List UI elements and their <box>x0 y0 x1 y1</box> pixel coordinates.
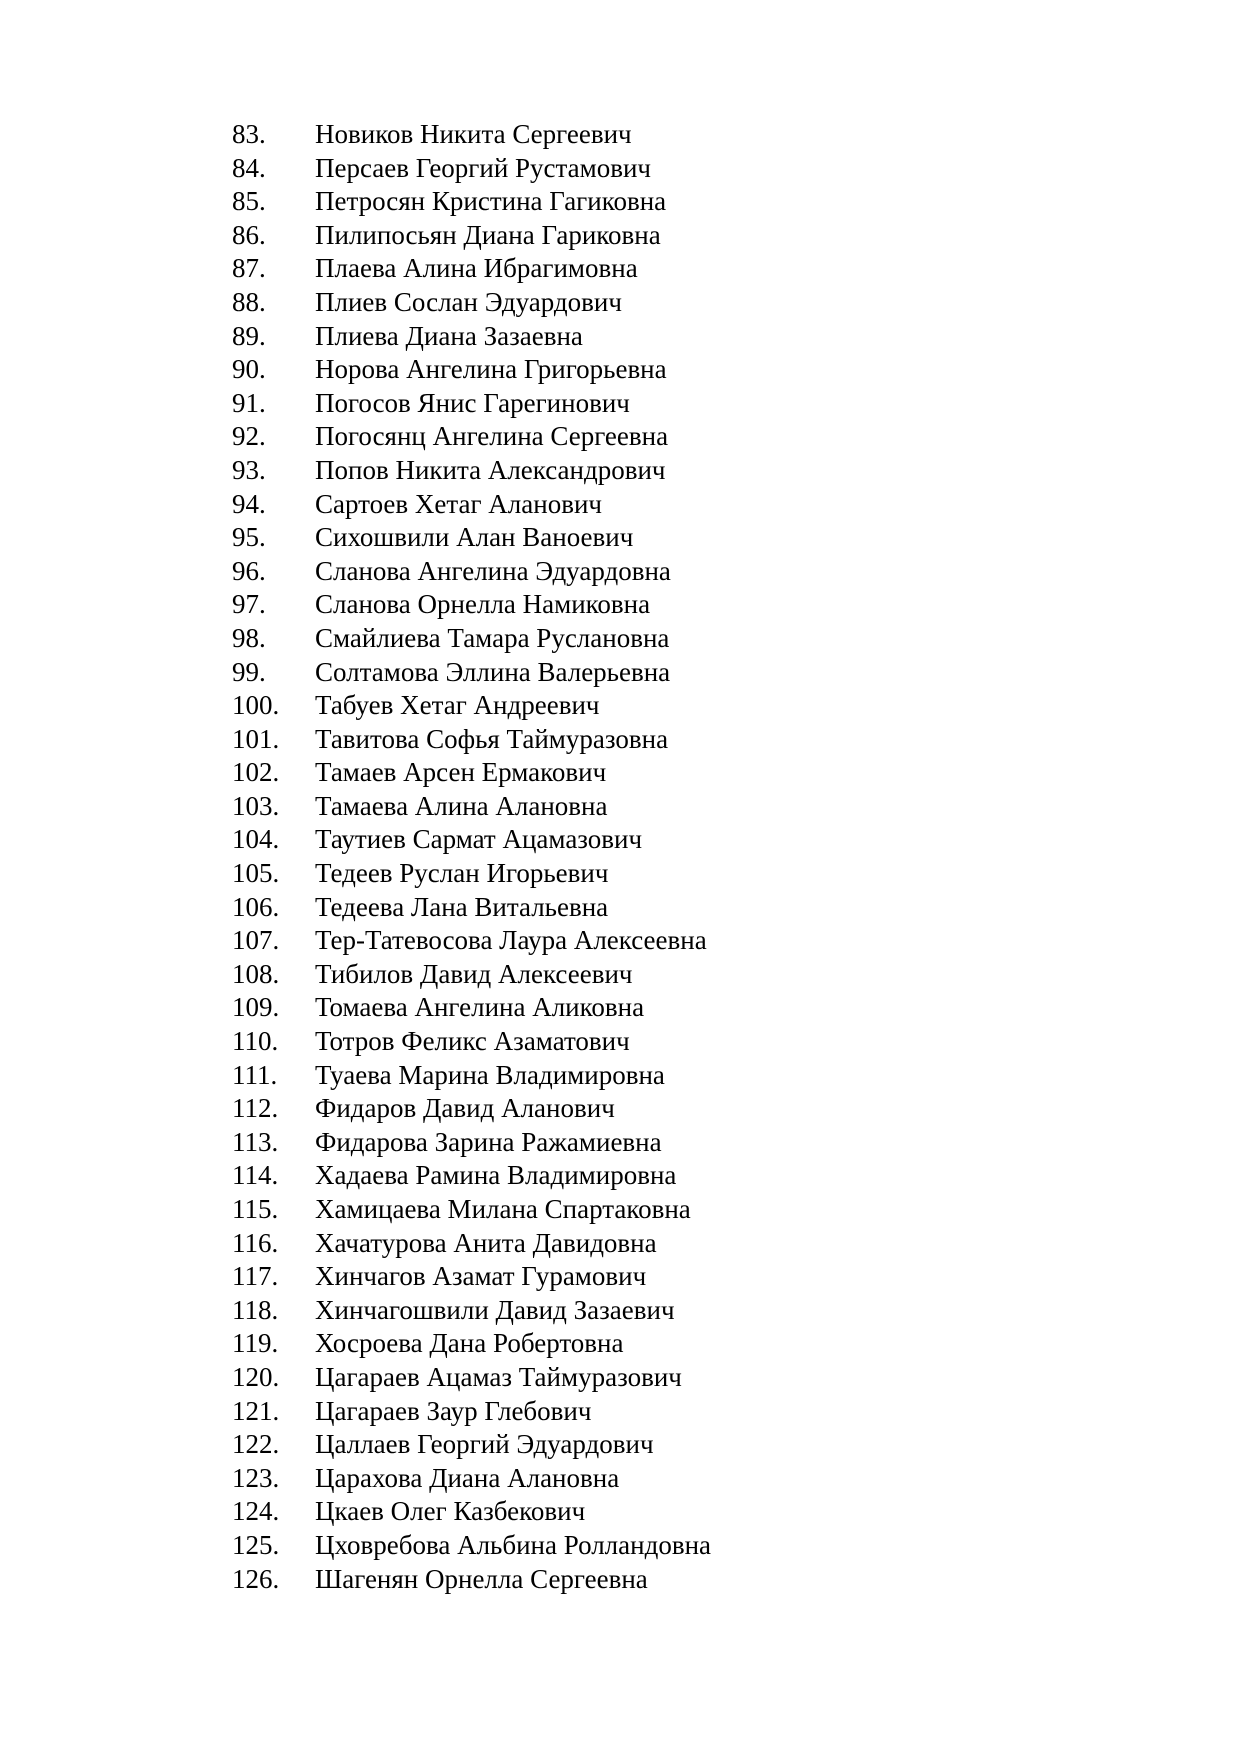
item-number: 123. <box>232 1462 280 1493</box>
item-name: Тедеева Лана Витальевна <box>315 891 609 922</box>
item-name: Шагенян Орнелла Сергеевна <box>315 1563 648 1594</box>
item-name: Плаева Алина Ибрагимовна <box>315 253 638 284</box>
item-name: Персаев Георгий Рустамович <box>315 152 651 183</box>
list-item <box>232 252 711 286</box>
list-item <box>232 1260 711 1294</box>
list-item <box>232 1428 711 1462</box>
list-item <box>232 1294 711 1328</box>
list-item <box>232 152 711 186</box>
item-number: 83. <box>232 119 266 149</box>
item-number: 103. <box>232 790 280 821</box>
item-name: Тибилов Давид Алексеевич <box>315 958 633 989</box>
item-name: Хамицаева Милана Спартаковна <box>315 1194 691 1224</box>
list-item <box>232 118 711 152</box>
item-number: 126. <box>232 1563 280 1594</box>
list-item <box>232 1529 711 1563</box>
item-name: Туаева Марина Владимировна <box>315 1059 665 1090</box>
item-number: 117. <box>232 1261 279 1292</box>
item-number: 100. <box>232 690 280 721</box>
list-item <box>232 1025 711 1059</box>
list-item <box>232 924 711 958</box>
item-number: 110. <box>232 1026 279 1057</box>
list-item <box>232 521 711 555</box>
list-item <box>232 622 711 656</box>
item-name: Хачатурова Анита Давидовна <box>315 1227 657 1258</box>
list-item <box>232 723 711 757</box>
item-number: 85. <box>232 186 266 217</box>
item-name: Хинчагошвили Давид Зазаевич <box>315 1294 675 1325</box>
list-item <box>232 488 711 522</box>
item-number: 114. <box>232 1160 279 1191</box>
list-item <box>232 420 711 454</box>
item-name: Цагараев Заур Глебович <box>315 1395 592 1426</box>
list-item <box>232 891 711 925</box>
item-number: 118. <box>232 1294 279 1325</box>
list-item <box>232 1395 711 1429</box>
list-item <box>232 656 711 690</box>
item-name: Сланова Ангелина Эдуардовна <box>315 555 671 586</box>
list-item <box>232 689 711 723</box>
list-item <box>232 790 711 824</box>
list-item <box>232 823 711 857</box>
item-number: 112. <box>232 1093 279 1124</box>
item-number: 109. <box>232 992 280 1023</box>
item-number: 111. <box>232 1059 278 1090</box>
item-number: 116. <box>232 1227 279 1258</box>
item-name: Цкаев Олег Казбекович <box>315 1496 586 1527</box>
item-number: 88. <box>232 286 266 317</box>
item-name: Цагараев Ацамаз Таймуразович <box>315 1361 682 1392</box>
item-name: Пилипосьян Диана Гариковна <box>315 219 661 250</box>
item-name: Тамаева Алина Алановна <box>315 790 608 821</box>
item-number: 91. <box>232 387 266 418</box>
list-item <box>232 1092 711 1126</box>
item-number: 120. <box>232 1361 280 1392</box>
item-name: Фидарова Зарина Ражамиевна <box>315 1126 662 1157</box>
item-number: 95. <box>232 522 266 553</box>
item-name: Царахова Диана Алановна <box>315 1462 620 1493</box>
item-number: 121. <box>232 1395 280 1426</box>
list-item <box>232 185 711 219</box>
list-item <box>232 991 711 1025</box>
list-item <box>232 286 711 320</box>
item-number: 89. <box>232 320 266 351</box>
item-number: 86. <box>232 219 266 250</box>
item-name: Цаллаев Георгий Эдуардович <box>315 1429 654 1460</box>
list-item <box>232 1563 711 1597</box>
item-name: Петросян Кристина Гагиковна <box>315 186 667 217</box>
item-name: Солтамова Эллина Валерьевна <box>315 656 671 687</box>
list-item <box>232 756 711 790</box>
item-name: Тотров Феликс Азаматович <box>315 1026 630 1057</box>
item-number: 90. <box>232 354 266 385</box>
item-name: Таутиев Сармат Ацамазович <box>315 824 643 855</box>
item-name: Хинчагов Азамат Гурамович <box>315 1261 647 1292</box>
list-item <box>232 387 711 421</box>
item-number: 105. <box>232 858 280 889</box>
item-name: Фидаров Давид Аланович <box>315 1093 615 1124</box>
item-number: 106. <box>232 891 280 922</box>
list-item <box>232 1361 711 1395</box>
list-item <box>232 219 711 253</box>
item-number: 102. <box>232 757 280 788</box>
item-name: Тер-Татевосова Лаура Алексеевна <box>315 925 707 956</box>
list-item <box>232 454 711 488</box>
item-number: 98. <box>232 622 266 653</box>
item-name: Хосроева Дана Робертовна <box>315 1328 624 1359</box>
item-number: 101. <box>232 723 280 754</box>
item-name: Смайлиева Тамара Руслановна <box>315 622 670 653</box>
item-name: Тамаев Арсен Ермакович <box>315 757 607 788</box>
list-item <box>232 1193 711 1227</box>
list-item <box>232 320 711 354</box>
list-item <box>232 958 711 992</box>
item-number: 96. <box>232 555 266 586</box>
item-name: Сихошвили Алан Ваноевич <box>315 522 634 553</box>
item-name: Хадаева Рамина Владимировна <box>315 1160 677 1191</box>
item-number: 99. <box>232 656 266 687</box>
item-name: Цховребова Альбина Ролландовна <box>315 1529 712 1560</box>
item-number: 104. <box>232 824 280 855</box>
item-number: 113. <box>232 1126 279 1157</box>
item-number: 122. <box>232 1429 280 1460</box>
item-name: Погосов Янис Гарегинович <box>315 387 630 418</box>
list-item <box>232 1327 711 1361</box>
item-number: 124. <box>232 1496 280 1527</box>
list-item <box>232 1159 711 1193</box>
item-name: Тавитова Софья Таймуразовна <box>315 723 669 754</box>
name-list <box>232 118 711 1596</box>
item-name: Плиева Диана Зазаевна <box>315 320 583 351</box>
list-item <box>232 588 711 622</box>
item-number: 125. <box>232 1529 280 1560</box>
item-number: 97. <box>232 589 266 620</box>
list-item <box>232 857 711 891</box>
item-number: 107. <box>232 925 280 956</box>
item-name: Тедеев Руслан Игорьевич <box>315 858 609 889</box>
item-name: Норова Ангелина Григорьевна <box>315 354 667 385</box>
item-name: Сартоев Хетаг Аланович <box>315 488 602 519</box>
list-item <box>232 1462 711 1496</box>
list-item <box>232 555 711 589</box>
list-item <box>232 353 711 387</box>
item-number: 108. <box>232 958 280 989</box>
item-name: Табуев Хетаг Андреевич <box>315 690 600 721</box>
list-item <box>232 1126 711 1160</box>
item-name: Погосянц Ангелина Сергеевна <box>315 421 669 452</box>
item-number: 115. <box>232 1194 279 1224</box>
item-number: 84. <box>232 152 266 183</box>
item-number: 92. <box>232 421 266 452</box>
item-name: Попов Никита Александрович <box>315 454 666 485</box>
item-name: Новиков Никита Сергеевич <box>315 119 632 149</box>
item-number: 93. <box>232 454 266 485</box>
item-name: Плиев Сослан Эдуардович <box>315 286 622 317</box>
item-name: Сланова Орнелла Намиковна <box>315 589 651 620</box>
list-item <box>232 1227 711 1261</box>
item-number: 87. <box>232 253 266 284</box>
item-number: 94. <box>232 488 266 519</box>
item-number: 119. <box>232 1328 279 1359</box>
list-item <box>232 1495 711 1529</box>
item-name: Томаева Ангелина Аликовна <box>315 992 645 1023</box>
list-item <box>232 1059 711 1093</box>
